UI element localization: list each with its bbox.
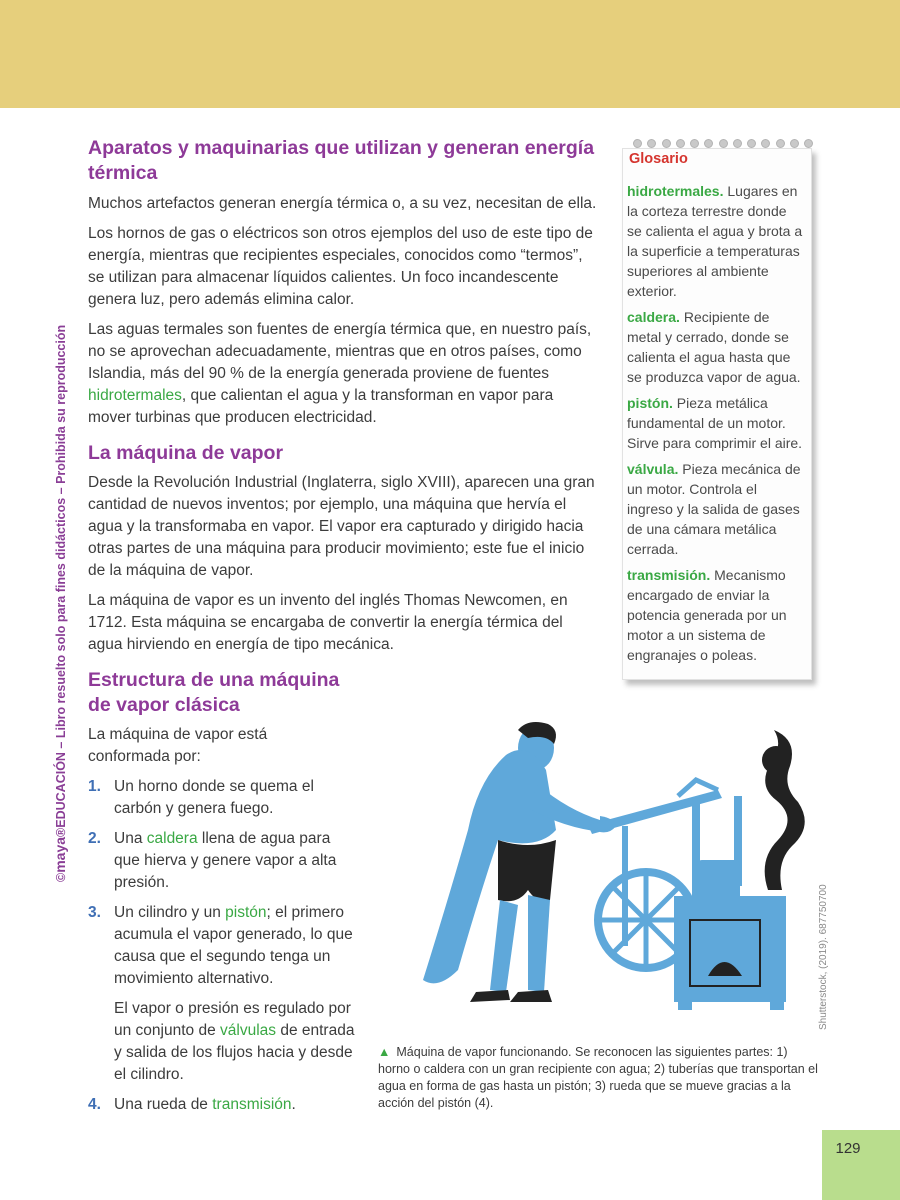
glossary-definition: Lugares en la corteza terrestre donde se calienta el agua y brota a la superficie a temperaturas superiores al ambiente exterior. — [627, 183, 803, 299]
list-text: Una rueda de — [114, 1096, 213, 1113]
paragraph-revolucion-industrial: Desde la Revolución Industrial (Inglaterra, siglo XVIII), aparecen una gran cantidad de nuevos inventos; por ejemplo, una máquina que hervía el agua y la transformaba en vapor. El vapor era capturado y dirigido hacia otras partes de una máquina para producir movimiento; este fue el inicio de la máquina de vapor. — [88, 474, 595, 579]
list-text: Una — [114, 830, 147, 847]
list-number: 3. — [88, 904, 101, 921]
valves-note-b: de entrada y salida de los flujos hacia y desde el cilindro. — [114, 1022, 355, 1083]
glossary-box — [622, 148, 812, 680]
paragraph-aguas-termales-a: Las aguas termales son fuentes de energía térmica que, en nuestro país, no se aprovechan adecuadamente, mientras que en otros países, como Islandia, más del 90 % de la energía generada proviene de fuentes — [88, 321, 592, 382]
structure-intro: La máquina de vapor está conformada por: — [88, 726, 268, 765]
paragraph-aguas-termales — [88, 319, 598, 429]
list-item — [88, 1094, 358, 1116]
paragraph-newcomen: La máquina de vapor es un invento del inglés Thomas Newcomen, en 1712. Esta máquina se encargaba de convertir la energía térmica del agua hirviendo en energía de tipo mecánica. — [88, 592, 568, 653]
top-color-band — [0, 0, 900, 108]
copyright-symbol: © — [54, 872, 68, 882]
glossary-entry-valvula — [627, 459, 805, 559]
glossary-title: Glosario — [629, 151, 688, 167]
glossary-entry-caldera — [627, 307, 805, 387]
term-hidrotermales: hidrotermales — [88, 387, 182, 404]
paragraph-aguas-termales-b: , que calientan el agua y la transforman en vapor para mover turbinas que producen electricidad. — [88, 387, 554, 426]
paragraph-hornos: Los hornos de gas o eléctricos son otros ejemplos del uso de este tipo de energía, mientras que recipientes especiales, conocidos como “termos”, se utilizan para almacenar líquidos calientes. Un foco incandescente genera luz, pero además elimina calor. — [88, 225, 593, 308]
structure-section — [88, 668, 368, 1116]
engine-machine — [588, 780, 786, 1010]
figure-caption — [378, 1044, 818, 1112]
copyright-text: EDUCACIÓN – Libro resuelto solo para fines didácticos – Prohibida su reproducción — [54, 324, 68, 828]
list-item — [88, 776, 358, 820]
main-text-column — [88, 136, 598, 656]
glossary-entry-transmision — [627, 565, 805, 665]
glossary-term: hidrotermales. — [627, 183, 724, 199]
smoke — [762, 730, 805, 890]
valves-note-a: El vapor o presión es regulado por un conjunto de — [114, 1000, 351, 1039]
glossary-term: válvula. — [627, 461, 679, 477]
list-text: Un cilindro y un — [114, 904, 226, 921]
list-text: ; el primero acumula el vapor generado, lo que causa que el segundo tenga un movimiento alternativo. — [114, 904, 353, 987]
brand-logo-text: maya — [52, 836, 68, 873]
glossary-definition: Recipiente de metal y cerrado, donde se calienta el agua hasta que se produzca vapor de agua. — [627, 309, 801, 385]
list-text: . — [291, 1096, 296, 1113]
list-number: 4. — [88, 1096, 101, 1113]
caption-text: Máquina de vapor funcionando. Se reconocen las siguientes partes: 1) horno o caldera con un gran recipiente con agua; 2) tuberías que transportan el agua en forma de gas hasta un pistón; 3) rueda que se mueve gracias a la acción del pistón (4). — [378, 1045, 818, 1110]
glossary-term: transmisión. — [627, 567, 711, 583]
term-transmision: transmisión — [212, 1096, 292, 1113]
list-text: llena de agua para que hierva y genere vapor a alta presión. — [114, 830, 337, 891]
paragraph-artefactos: Muchos artefactos generan energía térmica o, a su vez, necesitan de ella. — [88, 195, 597, 212]
section-title-estructura: Estructura de una máquina de vapor clásica — [88, 669, 340, 716]
glossary-term: caldera. — [627, 309, 680, 325]
inventor-figure — [423, 722, 616, 1002]
page-number-tab — [822, 1130, 900, 1200]
glossary-entry-piston — [627, 393, 805, 453]
list-item — [88, 902, 363, 990]
steam-engine-illustration — [378, 700, 818, 1040]
glossary-definition: Pieza mecánica de un motor. Controla el ingreso y la salida de gases de una cámara metálica cerrada. — [627, 461, 801, 557]
glossary-term: pistón. — [627, 395, 673, 411]
glossary-definition: Pieza metálica fundamental de un motor. Sirve para comprimir el aire. — [627, 395, 803, 451]
list-number: 2. — [88, 830, 101, 847]
term-caldera: caldera — [146, 830, 198, 847]
side-copyright-notice — [52, 322, 68, 882]
caption-triangle-icon: ▲ — [378, 1045, 391, 1059]
registered-symbol: ® — [54, 827, 68, 837]
glossary-entry-hidrotermales — [627, 181, 805, 301]
section-title-aparatos: Aparatos y maquinarias que utilizan y generan energía térmica — [88, 137, 595, 184]
list-text: Un horno donde se quema el carbón y genera fuego. — [114, 778, 314, 817]
valves-note — [88, 998, 358, 1086]
list-item — [88, 828, 358, 894]
page-number: 129 — [835, 1140, 861, 1157]
term-valvulas: válvulas — [220, 1022, 277, 1039]
image-credit: Shutterstock, (2019). 687750700 — [818, 884, 829, 1030]
section-title-maquina-vapor: La máquina de vapor — [88, 442, 284, 464]
glossary-definition: Mecanismo encargado de enviar la potencia generada por un motor a un sistema de engranajes o poleas. — [627, 567, 787, 663]
list-number: 1. — [88, 778, 101, 795]
term-piston: pistón — [225, 904, 267, 921]
